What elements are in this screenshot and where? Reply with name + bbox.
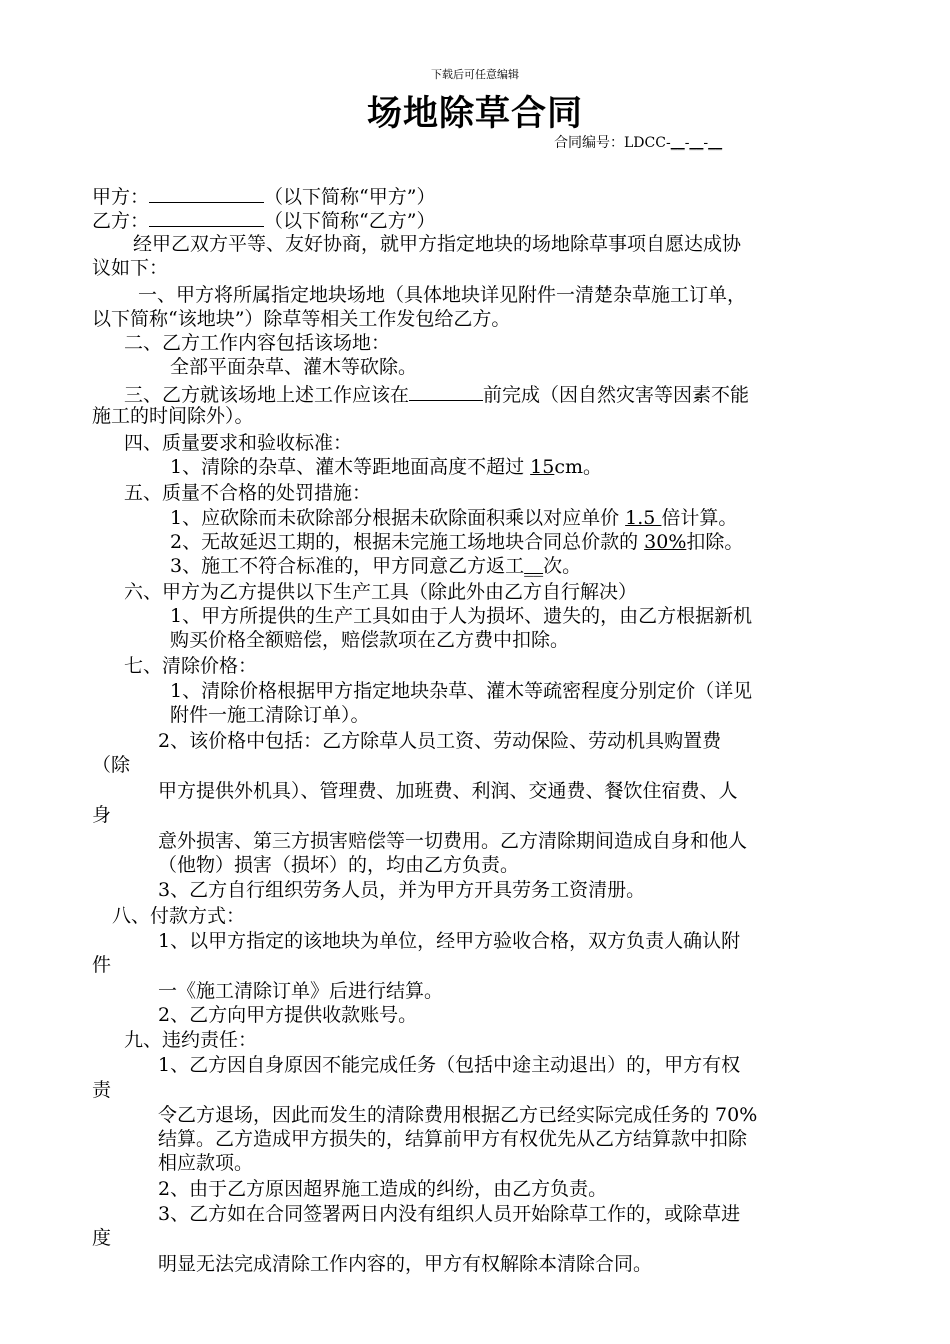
penalty-multiplier-value: 1.5 bbox=[625, 507, 662, 529]
clause-9-item: 令乙方退场，因此而发生的清除费用根据乙方已经实际完成任务的 70% bbox=[158, 1104, 758, 1126]
clause-5-text: 倍计算。 bbox=[661, 507, 738, 529]
clause-7-item: 甲方提供外机具）、管理费、加班费、利润、交通费、餐饮住宿费、人 bbox=[158, 780, 738, 802]
clause-3-line: 施工的时间除外）。 bbox=[92, 405, 254, 427]
height-limit-value: 15 bbox=[530, 456, 555, 478]
clause-6-item: 购买价格全额赔偿，赔偿款项在乙方费中扣除。 bbox=[170, 629, 570, 651]
party-a-blank bbox=[149, 182, 264, 203]
clause-5-item bbox=[170, 506, 737, 530]
clause-7-item: 身 bbox=[92, 804, 112, 826]
clause-7-item: 3、乙方自行组织劳务人员，并为甲方开具劳务工资清册。 bbox=[158, 879, 646, 901]
clause-7-item: 2、该价格中包括：乙方除草人员工资、劳动保险、劳动机具购置费 bbox=[158, 730, 722, 752]
clause-3-text: 前完成（因自然灾害等因素不能 bbox=[483, 384, 750, 406]
clause-5-text: 次。 bbox=[543, 555, 582, 577]
clause-7-item: 1、清除价格根据甲方指定地块杂草、灌木等疏密程度分别定价（详见 bbox=[170, 680, 753, 702]
completion-date-blank bbox=[409, 380, 483, 401]
party-a-line bbox=[92, 182, 435, 209]
delay-deduction-value: 30% bbox=[644, 531, 687, 553]
rework-count-blank: __ bbox=[524, 555, 544, 577]
clause-2-heading: 二、乙方工作内容包括该场地： bbox=[124, 332, 391, 354]
contract-number-label: 合同编号：LDCC- bbox=[554, 135, 671, 151]
clause-9-heading: 九、违约责任： bbox=[124, 1029, 258, 1051]
clause-4-heading: 四、质量要求和验收标准： bbox=[124, 432, 353, 454]
clause-1-line: 以下简称“该地块”）除草等相关工作发包给乙方。 bbox=[92, 308, 511, 330]
party-b-suffix: （以下简称“乙方”） bbox=[264, 210, 436, 232]
clause-9-item: 1、乙方因自身原因不能完成任务（包括中途主动退出）的，甲方有权 bbox=[158, 1054, 741, 1076]
clause-1-line: 一、甲方将所属指定地块场地（具体地块详见附件一清楚杂草施工订单， bbox=[138, 284, 747, 306]
clause-8-item: 2、乙方向甲方提供收款账号。 bbox=[158, 1004, 418, 1026]
clause-4-text: 1、清除的杂草、灌木等距地面高度不超过 bbox=[170, 456, 531, 478]
contract-number-dash: - bbox=[703, 135, 709, 151]
contract-title: 场地除草合同 bbox=[366, 94, 583, 134]
intro-line: 议如下： bbox=[92, 257, 169, 279]
contract-number-blank: __ bbox=[670, 135, 685, 151]
clause-3-line bbox=[124, 380, 749, 407]
party-b-label: 乙方： bbox=[92, 210, 150, 232]
clause-7-item: （除 bbox=[92, 754, 131, 776]
contract-number bbox=[554, 132, 722, 152]
clause-7-item: 意外损害、第三方损害赔偿等一切费用。乙方清除期间造成自身和他人 bbox=[158, 830, 748, 852]
contract-number-blank: __ bbox=[708, 135, 723, 151]
party-a-suffix: （以下简称“甲方”） bbox=[264, 186, 436, 208]
clause-9-item: 3、乙方如在合同签署两日内没有组织人员开始除草工作的，或除草进 bbox=[158, 1203, 741, 1225]
clause-5-text: 2、无故延迟工期的，根据未完施工场地块合同总价款的 bbox=[170, 531, 645, 553]
clause-8-heading: 八、付款方式： bbox=[112, 905, 246, 927]
contract-number-blank: __ bbox=[689, 135, 704, 151]
party-a-label: 甲方： bbox=[92, 186, 150, 208]
clause-5-text: 3、施工不符合标准的，甲方同意乙方返工 bbox=[170, 555, 525, 577]
clause-4-text: cm。 bbox=[554, 456, 602, 478]
clause-9-item: 结算。乙方造成甲方损失的，结算前甲方有权优先从乙方结算款中扣除 bbox=[158, 1128, 748, 1150]
clause-5-text: 扣除。 bbox=[686, 531, 744, 553]
clause-9-item: 相应款项。 bbox=[158, 1152, 254, 1174]
clause-9-item: 责 bbox=[92, 1079, 112, 1101]
clause-5-text: 1、应砍除而未砍除部分根据未砍除面积乘以对应单价 bbox=[170, 507, 626, 529]
clause-9-item: 明显无法完成清除工作内容的，甲方有权解除本清除合同。 bbox=[158, 1253, 653, 1275]
contract-number-dash: - bbox=[684, 135, 690, 151]
clause-8-item: 件 bbox=[92, 954, 112, 976]
clause-8-item: 一《施工清除订单》后进行结算。 bbox=[158, 980, 444, 1002]
clause-6-item: 1、甲方所提供的生产工具如由于人为损坏、遗失的，由乙方根据新机 bbox=[170, 605, 753, 627]
clause-9-item: 度 bbox=[92, 1227, 112, 1249]
clause-7-item: 附件一施工清除订单）。 bbox=[170, 704, 370, 726]
clause-7-item: （他物）损害（损坏）的，均由乙方负责。 bbox=[158, 854, 520, 876]
clause-9-item: 2、由于乙方原因超界施工造成的纠纷，由乙方负责。 bbox=[158, 1178, 608, 1200]
party-b-blank bbox=[149, 206, 264, 227]
clause-5-heading: 五、质量不合格的处罚措施： bbox=[124, 482, 372, 504]
clause-4-item bbox=[170, 455, 602, 479]
header-note: 下载后可任意编辑 bbox=[431, 68, 519, 81]
intro-line: 经甲乙双方平等、友好协商，就甲方指定地块的场地除草事项自愿达成协 bbox=[133, 233, 742, 255]
clause-8-item: 1、以甲方指定的该地块为单位，经甲方验收合格，双方负责人确认附 bbox=[158, 930, 741, 952]
clause-7-heading: 七、清除价格： bbox=[124, 655, 258, 677]
clause-2-item: 全部平面杂草、灌木等砍除。 bbox=[170, 356, 418, 378]
clause-5-item bbox=[170, 554, 581, 578]
clause-6-heading: 六、甲方为乙方提供以下生产工具（除此外由乙方自行解决） bbox=[124, 581, 638, 603]
clause-5-item bbox=[170, 530, 743, 554]
party-b-line bbox=[92, 206, 435, 233]
clause-3-text: 三、乙方就该场地上述工作应该在 bbox=[124, 384, 410, 406]
